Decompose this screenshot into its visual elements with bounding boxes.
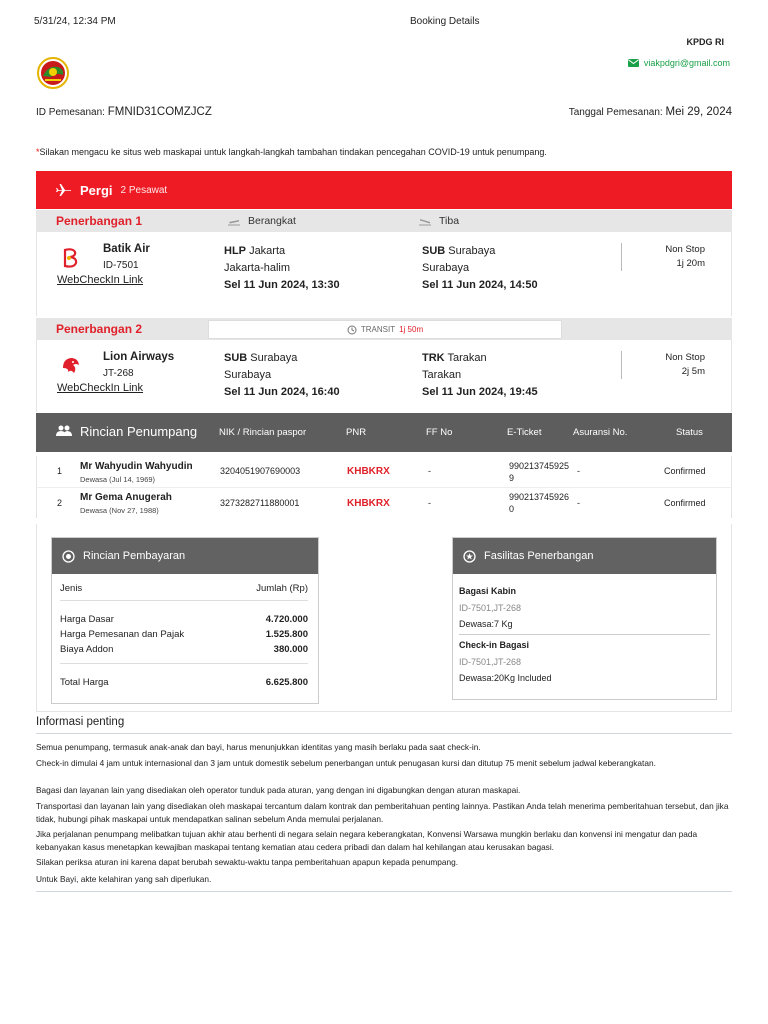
info-item: Untuk Bayi, akte kelahiran yang sah diperlukan. [36,874,212,884]
departure-info [224,350,340,401]
col-pnr: PNR [346,427,367,438]
passenger-nik: 3273282711880001 [220,498,300,508]
checkin-baggage-flights: ID-7501,JT-268 [459,657,522,667]
organization-logo [36,56,70,90]
row-number: 1 [57,466,63,476]
payment-col-type: Jenis [60,583,83,594]
segment-label: Penerbangan 1 [56,214,143,228]
row-number: 2 [57,498,63,508]
from-city: Surabaya [250,352,298,364]
to-city: Surabaya [448,245,496,257]
payment-line: Harga Dasar 4.720.000 [60,614,308,625]
info-item: Bagasi dan layanan lain yang disediakan oleh operator tunduk pada aturan, yang dengan ini digabungkan dengan aturan maskapai. [36,785,521,795]
passenger-table-header [36,413,732,452]
to-time: Sel 11 Jun 2024, 14:50 [422,279,538,291]
transit-duration: 1j 50m [399,325,424,334]
divider [36,891,732,892]
arrival-icon [419,217,431,226]
transit-banner [208,320,562,339]
segment-2-body [36,340,732,412]
payment-title: Rincian Pembayaran [83,550,186,562]
from-code: SUB [224,352,248,364]
print-header [34,16,734,30]
depart-label: Berangkat [248,215,296,227]
info-item: Check-in dimulai 4 jam untuk internasional dan 3 jam untuk domestik sebelum penerbangan untuk penugasan kursi dan ditutup 75 menit sebelum jadwal keberangkatan. [36,758,656,768]
sender-email[interactable] [628,58,730,68]
payment-col-amount: Jumlah (Rp) [256,583,308,594]
airplane-icon [56,183,72,197]
mail-icon [628,59,639,67]
facilities-box [452,537,717,700]
pnr-code: KHBKRX [347,498,390,509]
passenger-name: Mr Gema Anugerah [80,492,172,503]
duration: 2j 5m [681,366,705,377]
to-city: Tarakan [447,352,487,364]
eticket-line-1: 990213745926 [509,492,570,502]
duration: 1j 20m [676,258,705,269]
from-time: Sel 11 Jun 2024, 13:30 [224,279,340,291]
to-code: SUB [422,245,446,257]
stops: Non Stop [665,352,705,363]
webcheckin-link[interactable]: WebCheckIn Link [57,274,144,286]
booking-status: Confirmed [664,498,706,508]
passenger-name: Mr Wahyudin Wahyudin [80,461,193,472]
arrival-info [422,243,538,294]
stop-info [621,351,705,379]
to-airport: Tarakan [422,369,462,381]
eticket-line-2: 9 [509,473,515,483]
col-eticket: E-Ticket [507,427,542,438]
to-code: TRK [422,352,445,364]
info-item: Transportasi dan layanan lain yang disediakan oleh maskapai tercantum dalam kontrak dan pemberitahuan penting lainnya. Pastikan Anda telah menerima pemberitahuan tersebut, dan jika tidak, hubungi pihak maskapai untuk mendapatkan salinan sebelum Anda memulai perjalanan. [36,801,729,824]
airline-name: Batik Air [103,243,150,255]
covid-notice: *Silakan mengacu ke situs web maskapai untuk langkah-langkah tambahan tindakan pencegahan COVID-19 untuk penumpang. [36,147,547,157]
eticket-line-2: 0 [509,504,515,514]
booking-id-value: FMNID31COMZJCZ [107,106,212,118]
table-row [36,487,732,518]
payment-icon [62,550,75,563]
checkin-baggage-value: Dewasa:20Kg Included [459,673,552,683]
trip-subtitle: 2 Pesawat [120,184,168,196]
stop-info [621,243,705,271]
segment-2-header [36,318,732,340]
payment-box [51,537,319,704]
departure-info [224,243,340,294]
passenger-nik: 3204051907690003 [220,466,301,476]
from-airport: Jakarta-halim [224,262,291,274]
from-code: HLP [224,245,246,257]
arrive-label: Tiba [439,215,460,227]
to-airport: Surabaya [422,262,470,274]
facilities-title: Fasilitas Penerbangan [484,550,594,562]
print-title: Booking Details [410,16,480,27]
payment-total: Total Harga 6.625.800 [60,677,308,688]
booking-date: Tanggal Pemesanan: Mei 29, 2024 [568,106,732,118]
payment-line: Biaya Addon 380.000 [60,644,308,655]
from-airport: Surabaya [224,369,272,381]
segment-1-body [36,232,732,316]
cabin-baggage-title: Bagasi Kabin [459,586,517,596]
divider [36,733,732,734]
booking-status: Confirmed [664,466,706,476]
flight-number: ID-7501 [103,260,139,271]
table-row [36,456,732,487]
from-time: Sel 11 Jun 2024, 16:40 [224,386,340,398]
sender-name: KPDG RI [686,37,724,47]
webcheckin-link[interactable]: WebCheckIn Link [57,382,144,394]
star-badge-icon [463,550,476,563]
col-status: Status [676,427,703,438]
payment-line: Harga Pemesanan dan Pajak 1.525.800 [60,629,308,640]
lower-section [36,524,732,712]
trip-header [36,171,732,209]
sender-email-text: viakpdgri@gmail.com [643,58,730,68]
insurance-number: - [577,498,580,508]
segment-label: Penerbangan 2 [56,322,143,336]
col-insurance: Asuransi No. [573,427,628,438]
print-date: 5/31/24, 12:34 PM [34,16,116,27]
insurance-number: - [577,466,580,476]
cabin-baggage-value: Dewasa:7 Kg [459,619,513,629]
col-ff: FF No [426,427,453,438]
col-nik: NIK / Rincian paspor [219,427,307,438]
to-time: Sel 11 Jun 2024, 19:45 [422,386,538,398]
info-item: Jika perjalanan penumpang melibatkan tujuan akhir atau berhenti di negara selain negara keberangkatan, Konvensi Warsawa mungkin berlaku dan konvensi ini mengatur dan pada kebanyakan kasus menetapkan kewajiban maskapai tentang kematian atau cedera pribadi dan dalam hal kehilangan atau kerusakan bagasi. [36,829,698,852]
trip-title: Pergi [80,182,113,198]
info-item: Silakan periksa aturan ini karena dapat berubah sewaktu-waktu tanpa pemberitahuan apapun kepada penumpang. [36,857,459,867]
passenger-type: Dewasa (Nov 27, 1988) [80,506,159,515]
flight-number: JT-268 [103,368,134,379]
passenger-section-title: Rincian Penumpang [80,424,198,439]
batik-air-logo-icon [59,246,83,270]
cabin-baggage-flights: ID-7501,JT-268 [459,603,522,613]
airline-name: Lion Airways [103,351,175,363]
passenger-type: Dewasa (Jul 14, 1969) [80,475,156,484]
pnr-code: KHBKRX [347,466,390,477]
transit-label: TRANSIT [360,325,396,334]
clock-icon [347,325,357,335]
info-item: Semua penumpang, termasuk anak-anak dan bayi, harus menunjukkan identitas yang masih berlaku pada saat check-in. [36,742,481,752]
arrival-info [422,350,538,401]
ff-number: - [428,498,431,508]
segment-1-header [36,210,732,232]
from-city: Jakarta [249,245,286,257]
people-icon [56,425,72,437]
stops: Non Stop [665,244,705,255]
checkin-baggage-title: Check-in Bagasi [459,640,530,650]
info-title: Informasi penting [36,716,125,728]
ff-number: - [428,466,431,476]
booking-date-value: Mei 29, 2024 [665,106,732,118]
eticket-line-1: 990213745925 [509,461,570,471]
booking-id: ID Pemesanan: FMNID31COMZJCZ [36,106,212,118]
departure-icon [228,217,240,226]
lion-air-logo-icon [59,354,83,378]
